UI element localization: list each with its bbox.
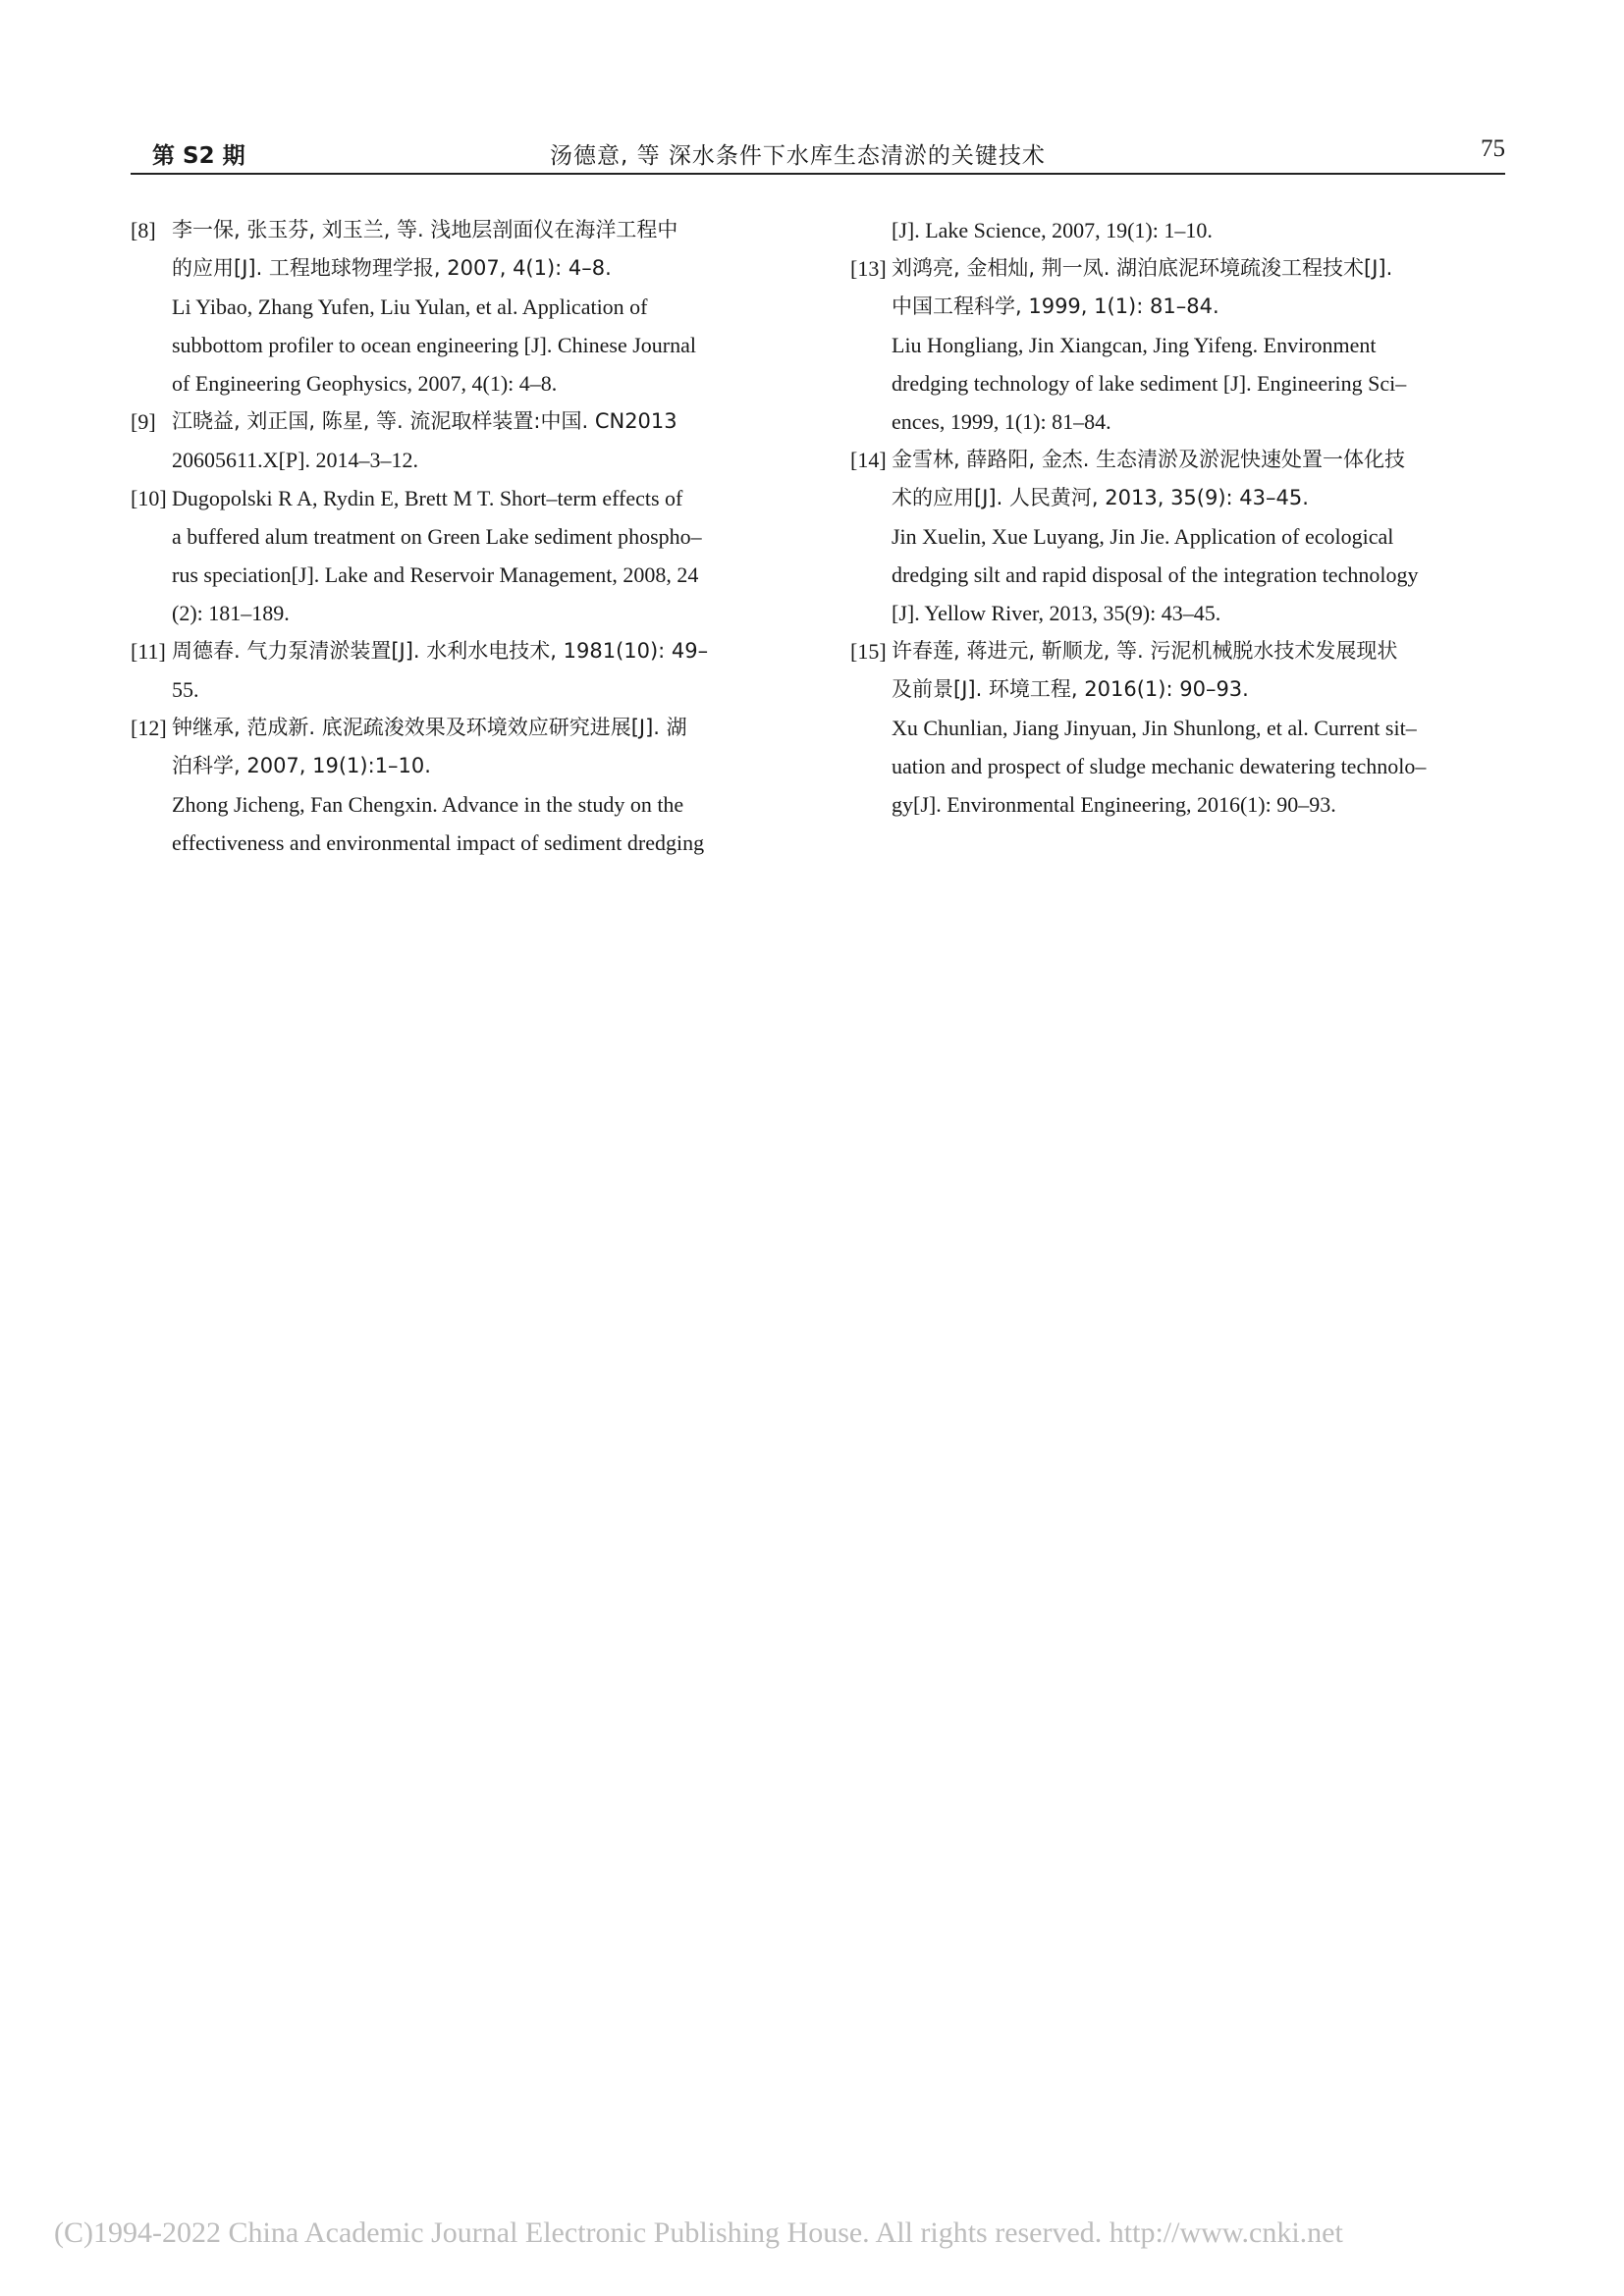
reference-line: 及前景[J]. 环境工程, 2016(1): 90–93. <box>892 677 1249 701</box>
references-right-column <box>850 211 1504 824</box>
reference-number: [13] <box>850 256 887 281</box>
reference-line: Xu Chunlian, Jiang Jinyuan, Jin Shunlong, et al. Current sit– <box>892 716 1417 740</box>
reference-line: 钟继承, 范成新. 底泥疏浚效果及环境效应研究进展[J]. 湖 <box>172 716 687 739</box>
reference-line: 金雪林, 薛路阳, 金杰. 生态清淤及淤泥快速处置一体化技 <box>892 448 1406 471</box>
reference-line: Jin Xuelin, Xue Luyang, Jin Jie. Application of ecological <box>892 524 1394 549</box>
reference-line: 泊科学, 2007, 19(1):1–10. <box>172 754 431 777</box>
copyright-watermark: (C)1994-2022 China Academic Journal Electronic Publishing House. All rights reserved. http://www.cnki.net <box>54 2216 1343 2249</box>
reference-text <box>892 632 1504 824</box>
reference-item <box>131 632 785 709</box>
reference-item <box>850 249 1504 441</box>
reference-line: 周德春. 气力泵清淤装置[J]. 水利水电技术, 1981(10): 49– <box>172 639 709 663</box>
reference-item <box>850 211 1504 249</box>
reference-text <box>172 402 785 479</box>
reference-line: dredging technology of lake sediment [J]. Engineering Sci– <box>892 371 1407 396</box>
reference-line: Zhong Jicheng, Fan Chengxin. Advance in the study on the <box>172 792 684 817</box>
reference-text <box>892 211 1504 249</box>
reference-line: 20605611.X[P]. 2014–3–12. <box>172 448 418 472</box>
reference-line: subbottom profiler to ocean engineering [J]. Chinese Journal <box>172 333 696 357</box>
reference-text <box>172 709 785 862</box>
reference-line: 许春莲, 蒋进元, 靳顺龙, 等. 污泥机械脱水技术发展现状 <box>892 639 1398 663</box>
reference-line: dredging silt and rapid disposal of the integration technology <box>892 562 1419 587</box>
reference-line: [J]. Yellow River, 2013, 35(9): 43–45. <box>892 601 1221 625</box>
reference-number: [12] <box>131 716 167 740</box>
reference-line: of Engineering Geophysics, 2007, 4(1): 4–8. <box>172 371 558 396</box>
reference-line: [J]. Lake Science, 2007, 19(1): 1–10. <box>892 218 1213 242</box>
reference-line: 刘鸿亮, 金相灿, 荆一凤. 湖泊底泥环境疏浚工程技术[J]. <box>892 256 1393 280</box>
references-left-column <box>131 211 785 862</box>
reference-number: [8] <box>131 218 156 242</box>
reference-line: Dugopolski R A, Rydin E, Brett M T. Short–term effects of <box>172 486 683 510</box>
running-header <box>131 128 1505 175</box>
issue-label: 第 S2 期 <box>152 143 245 169</box>
reference-item <box>131 211 785 402</box>
reference-line: (2): 181–189. <box>172 601 290 625</box>
reference-text <box>172 479 785 632</box>
reference-number: [14] <box>850 448 887 472</box>
reference-line: gy[J]. Environmental Engineering, 2016(1): 90–93. <box>892 792 1336 817</box>
running-title: 汤德意, 等 深水条件下水库生态清淤的关键技术 <box>550 143 1046 169</box>
reference-number: [11] <box>131 639 166 664</box>
reference-line: 术的应用[J]. 人民黄河, 2013, 35(9): 43–45. <box>892 486 1309 509</box>
reference-line: 的应用[J]. 工程地球物理学报, 2007, 4(1): 4–8. <box>172 256 612 280</box>
reference-line: 中国工程科学, 1999, 1(1): 81–84. <box>892 294 1219 318</box>
reference-item <box>131 402 785 479</box>
reference-line: 55. <box>172 677 199 702</box>
reference-text <box>892 249 1504 441</box>
reference-item <box>131 479 785 632</box>
reference-number: [9] <box>131 409 156 434</box>
reference-line: 江晓益, 刘正国, 陈星, 等. 流泥取样装置:中国. CN2013 <box>172 409 677 433</box>
page-number: 75 <box>1481 135 1505 162</box>
reference-text <box>172 632 785 709</box>
reference-line: effectiveness and environmental impact of sediment dredging <box>172 830 705 855</box>
reference-line: rus speciation[J]. Lake and Reservoir Management, 2008, 24 <box>172 562 699 587</box>
reference-item <box>850 632 1504 824</box>
reference-line: a buffered alum treatment on Green Lake sediment phospho– <box>172 524 702 549</box>
reference-item <box>131 709 785 862</box>
reference-number: [15] <box>850 639 887 664</box>
reference-line: Li Yibao, Zhang Yufen, Liu Yulan, et al. Application of <box>172 294 648 319</box>
reference-line: ences, 1999, 1(1): 81–84. <box>892 409 1111 434</box>
reference-line: 李一保, 张玉芬, 刘玉兰, 等. 浅地层剖面仪在海洋工程中 <box>172 218 678 241</box>
reference-number: [10] <box>131 486 167 510</box>
reference-line: uation and prospect of sludge mechanic dewatering technolo– <box>892 754 1427 778</box>
reference-line: Liu Hongliang, Jin Xiangcan, Jing Yifeng. Environment <box>892 333 1377 357</box>
reference-text <box>172 211 785 402</box>
reference-text <box>892 441 1504 632</box>
reference-item <box>850 441 1504 632</box>
